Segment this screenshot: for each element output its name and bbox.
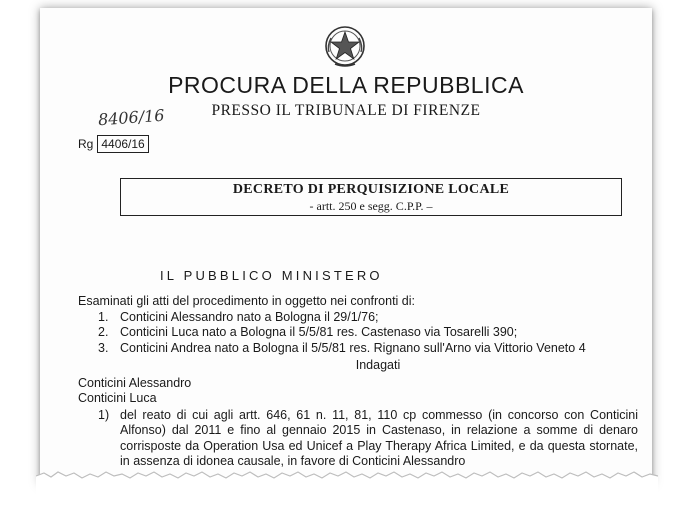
document-page [40,8,652,484]
list-number: 2. [98,325,109,339]
page-title: PROCURA DELLA REPUBBLICA [168,72,524,98]
list-item [78,325,638,341]
list-text: Conticini Andrea nato a Bologna il 5/5/81 res. Rignano sull'Arno via Vittorio Veneto 4 [120,340,586,355]
name-line: Conticini Luca [78,391,157,405]
decree-title: DECRETO DI PERQUISIZIONE LOCALE [232,182,510,197]
rg-label: Rg [78,137,94,151]
decree-box [120,178,622,216]
page-subtitle: PRESSO IL TRIBUNALE DI FIRENZE [211,102,481,119]
rg-number: 4406/16 [97,135,148,153]
list-text: Conticini Luca nato a Bologna il 5/5/81 res. Castenaso via Tosarelli 390; [120,325,518,339]
handwritten-number: 8406/16 [97,105,166,130]
list-item [78,341,638,357]
name-line: Conticini Alessandro [78,375,192,390]
charge-text: del reato di cui agli artt. 646, 61 n. 11, 81, 110 cp commesso (in concorso con Conticini Alfonso) dal 2011 e fino al gennaio 2015 in Castenaso, in relazione a somme di denaro corrisposte da Operation Usa ed Unicef a Play Therapy Africa Limited, e da questa stornate, in assenza di idonea causale, in favore di Conticini Alessandro [120,407,638,468]
decree-subtitle: - artt. 250 e segg. C.P.P. – [309,199,433,213]
list-text: Conticini Alessandro nato a Bologna il 29/1/76; [120,309,379,324]
section-heading: IL PUBBLICO MINISTERO [160,268,383,283]
indagati-label: Indagati [355,358,401,372]
italian-republic-emblem-icon [323,24,367,68]
list-item [78,310,638,326]
names-list [78,376,638,407]
document-body [78,294,638,470]
torn-paper-edge [36,470,658,500]
charge-item [78,408,638,470]
intro-text: Esaminati gli atti del procedimento in oggetto nei confronti di: [78,294,415,308]
list-number: 3. [98,340,109,355]
charge-number: 1) [98,407,110,422]
rg-line [78,135,149,153]
list-number: 1. [98,309,109,324]
subjects-list [78,310,638,357]
